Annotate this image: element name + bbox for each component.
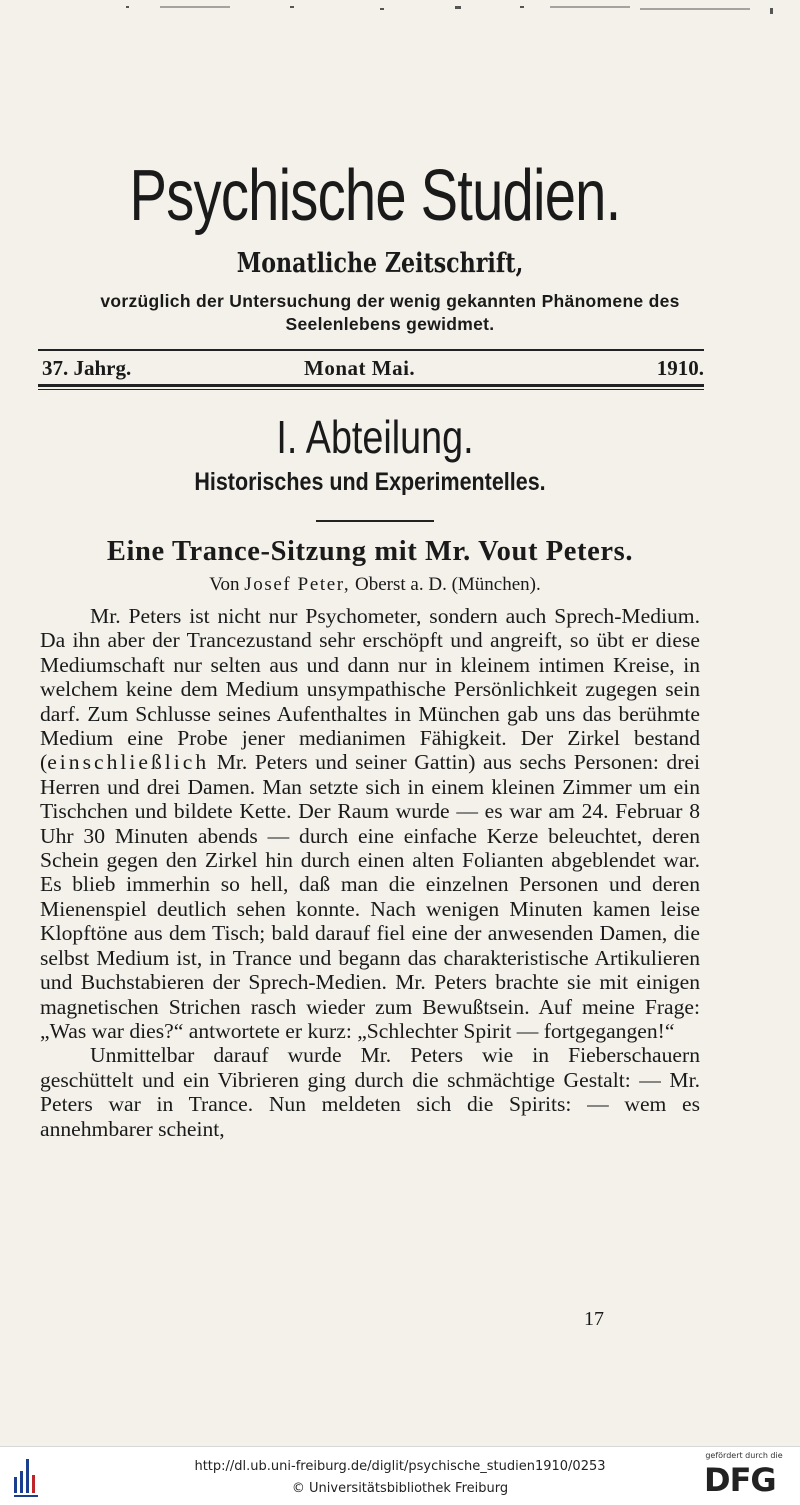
issue-month: Monat Mai. bbox=[304, 356, 416, 380]
masthead-top-rule bbox=[38, 349, 704, 351]
article-paragraph bbox=[40, 604, 700, 1043]
dfg-funding-note: gefördert durch die bbox=[705, 1451, 783, 1460]
section-divider bbox=[316, 520, 434, 522]
source-url-link[interactable]: http://dl.ub.uni-freiburg.de/diglit/psychische_studien1910/0253 bbox=[194, 1459, 606, 1474]
journal-description-line: vorzüglich der Untersuchung der wenig gekannten Phänomene des bbox=[100, 291, 680, 311]
spaced-emphasis: einschließlich bbox=[47, 750, 210, 775]
section-subtitle: Historisches und Experimentelles. bbox=[194, 468, 546, 496]
copyright-notice: © Universitätsbibliothek Freiburg bbox=[291, 1481, 509, 1496]
article-title: Eine Trance-Sitzung mit Mr. Vout Peters. bbox=[106, 536, 634, 567]
article-body bbox=[40, 604, 700, 1141]
volume-year: 37. Jahrg. bbox=[42, 356, 132, 380]
byline-suffix: Oberst a. D. (München). bbox=[355, 574, 541, 595]
section-title: I. Abteilung. bbox=[276, 411, 474, 463]
page-number: 17 bbox=[584, 1308, 604, 1330]
article-byline bbox=[0, 574, 750, 596]
masthead-bottom-rule bbox=[38, 384, 704, 387]
article-paragraph: Unmittelbar darauf wurde Mr. Peters wie in Fieberschauern geschüttelt und ein Vibrieren ging durch die schmächtige Gestalt: — Mr. Peters war in Trance. Nun meldeten sich die Spirits: — wem es annehmbarer scheint, bbox=[40, 1043, 700, 1141]
scan-edge-artifacts bbox=[0, 0, 800, 20]
issue-year: 1910. bbox=[656, 356, 704, 380]
byline-prefix: Von bbox=[209, 574, 240, 595]
masthead bbox=[42, 356, 704, 380]
journal-description bbox=[40, 290, 740, 336]
journal-subtitle: Monatliche Zeitschrift, bbox=[236, 248, 524, 279]
dfg-logo bbox=[698, 1451, 790, 1501]
journal-description-line: Seelenlebens gewidmet. bbox=[285, 314, 495, 334]
dfg-wordmark: DFG bbox=[704, 1461, 776, 1499]
paragraph-text: Mr. Peters ist nicht nur Psychometer, sondern auch Sprech-Medium. Da ihn aber der Trancezustand sehr erschöpft und angreift, so übt er diese Mediumschaft nur selten aus und dann nur in kleinem intimen Kreise, in welchem keine dem Medium unsympathische Persönlichkeit zugegen sein darf. Zum Schlusse seines Aufenthaltes in München gab uns das berühmte Medium eine Probe jener medianimen Fähigkeit. Der Zirkel bestand ( bbox=[40, 604, 700, 775]
masthead-bottom-rule-thin bbox=[38, 389, 704, 390]
paragraph-text: Mr. Peters und seiner Gattin) aus sechs Personen: drei Herren und drei Damen. Man setzte sich in einem kleinen Zimmer um ein Tischchen und bildete Kette. Der Raum wurde — es war am 24. Februar 8 Uhr 30 Minuten abends — durch eine einfache Kerze beleuchtet, deren Schein gegen den Zirkel hin durch einen alten Folianten abgeblendet war. Es blieb immerhin so hell, daß man die einzelnen Personen und deren Mienenspiel deutlich sehen konnte. Nach wenigen Minuten kamen leise Klopftöne aus dem Tisch; bald darauf fiel eine der anwesenden Damen, die selbst Medium ist, in Trance und begann das charakteristische Artikulieren und Buchstabieren der Sprech-Medien. Mr. Peters brachte sie mit einigen magnetischen Strichen rasch wieder zum Bewußtsein. Auf meine Frage: „Was war dies?“ antwortete er kurz: „Schlechter Spirit — fortgegangen!“ bbox=[40, 750, 700, 1043]
journal-title: Psychische Studien. bbox=[129, 156, 621, 236]
viewer-footer bbox=[0, 1446, 800, 1505]
byline-author: Josef Peter, bbox=[244, 574, 351, 595]
